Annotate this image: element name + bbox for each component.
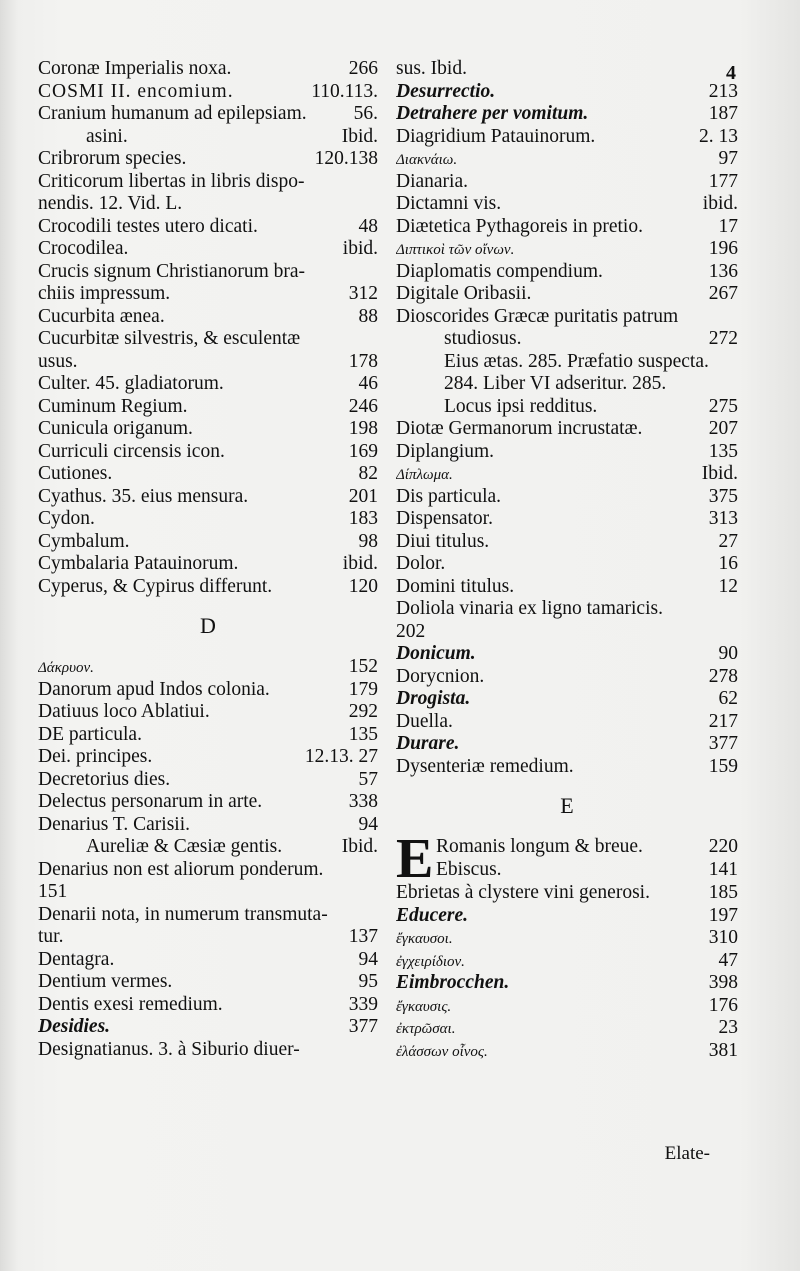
entry-page-ref: 313	[708, 508, 738, 529]
index-entry	[38, 701, 378, 724]
entry-page-ref: 94	[358, 813, 378, 835]
entry-page-ref: 381	[708, 1039, 738, 1061]
entry-term: Diaplomatis compendium.	[396, 260, 603, 282]
entry-page-ref: 135	[348, 723, 378, 745]
entry-page-ref: 377	[708, 733, 738, 754]
entry-page-ref: 136	[708, 260, 738, 282]
index-entry	[396, 598, 738, 621]
entry-page-ref: 57	[358, 768, 378, 790]
entry-page-ref: 398	[708, 972, 738, 993]
index-entry	[396, 81, 738, 104]
entry-term: Digitale Oribasii.	[396, 283, 532, 304]
entry-term: Drogista.	[396, 688, 471, 709]
entry-page-ref: Ibid.	[701, 463, 738, 484]
entry-term: Dysenteriæ remedium.	[396, 755, 574, 777]
entry-page-ref: Ibid.	[341, 836, 378, 857]
index-entry	[396, 103, 738, 126]
index-entry	[396, 171, 738, 194]
entry-term: chiis impressum.	[38, 283, 171, 304]
index-column-left	[38, 58, 378, 1061]
entry-term: Cutiones.	[38, 463, 113, 484]
entry-term: Diotæ Germanorum incrustatæ.	[396, 418, 643, 439]
index-entry	[38, 553, 378, 576]
entry-term: Cyperus, & Cypirus differunt.	[38, 575, 273, 597]
entry-page-ref: 187	[708, 103, 738, 124]
entry-page-ref: 201	[348, 485, 378, 507]
dropcap-entry-group	[396, 828, 738, 890]
index-entry	[396, 927, 738, 950]
entry-term: 151	[38, 881, 68, 902]
entry-page-ref: 141	[708, 858, 738, 880]
section-letter: E	[560, 793, 574, 818]
index-entry	[38, 1039, 378, 1062]
entry-term: ἐγχειρίδιον.	[396, 953, 465, 970]
index-entry	[396, 711, 738, 734]
entry-page-ref: 377	[348, 1016, 378, 1037]
entry-page-ref: 178	[348, 350, 378, 372]
entry-page-ref: 338	[348, 791, 378, 812]
index-entry	[38, 769, 378, 792]
index-entry	[38, 724, 378, 747]
entry-page-ref: 267	[708, 283, 738, 304]
index-entry	[396, 126, 738, 149]
entry-term: 284. Liber VI adseritur. 285.	[444, 373, 667, 394]
entry-term: Dictamni vis.	[396, 193, 502, 214]
entry-page-ref: 159	[708, 755, 738, 777]
entry-page-ref: 12.13. 27	[304, 746, 378, 767]
index-entry	[38, 148, 378, 171]
entry-page-ref: 137	[348, 926, 378, 947]
index-entry	[38, 486, 378, 509]
entry-term: ἐλάσσων οἶνος.	[396, 1043, 488, 1060]
entry-term: Denarii nota, in numerum transmuta-	[38, 903, 328, 925]
index-entry	[396, 688, 738, 711]
entry-page-ref: 179	[348, 678, 378, 700]
entry-term: Doliola vinaria ex ligno tamaricis.	[396, 598, 663, 619]
index-entry	[38, 396, 378, 419]
entry-term: nendis. 12. Vid. L.	[38, 193, 183, 214]
entry-term: Cribrorum species.	[38, 148, 187, 169]
index-entry	[38, 836, 378, 859]
index-entry	[396, 238, 738, 261]
entry-page-ref: 98	[358, 530, 378, 552]
index-entry	[396, 756, 738, 779]
entry-term: Aureliæ & Cæsiæ gentis.	[86, 836, 283, 857]
index-entry	[38, 103, 378, 126]
dropcap-rows	[436, 836, 738, 881]
entry-page-ref: 177	[708, 170, 738, 192]
entry-term: Cuminum Regium.	[38, 395, 188, 417]
index-entry	[396, 486, 738, 509]
index-entry	[396, 950, 738, 973]
entry-term: Δάκρυον.	[38, 660, 94, 676]
index-entry	[38, 814, 378, 837]
index-entry	[38, 791, 378, 814]
index-entry	[396, 508, 738, 531]
index-entry	[396, 261, 738, 284]
entry-term: Cymbalum.	[38, 530, 130, 552]
index-entry	[38, 328, 378, 351]
index-entry	[396, 328, 738, 351]
entry-term: COSMI II. encomium.	[38, 80, 234, 102]
entry-term: Coronæ Imperialis noxa.	[38, 58, 232, 79]
index-entry	[38, 171, 378, 194]
index-entry	[396, 905, 738, 928]
entry-term: Crucis signum Christianorum bra-	[38, 260, 306, 282]
index-entry	[38, 531, 378, 554]
entry-term: Διακνάιω.	[396, 152, 458, 168]
entry-term: Cucurbita ænea.	[38, 305, 165, 327]
entry-page-ref: 90	[718, 643, 738, 664]
index-entry	[38, 881, 378, 904]
entry-term: sus. Ibid.	[396, 58, 467, 79]
index-entry	[38, 351, 378, 374]
entry-page-ref: 375	[708, 485, 738, 507]
entry-term: Cunicula origanum.	[38, 418, 193, 439]
index-entry	[396, 733, 738, 756]
entry-page-ref: 266	[348, 58, 378, 79]
index-entry	[396, 441, 738, 464]
index-entry	[38, 81, 378, 104]
index-entry	[38, 58, 378, 81]
entry-term: Designatianus. 3. à Siburio diuer-	[38, 1038, 300, 1060]
index-entry	[38, 373, 378, 396]
entry-page-ref: 185	[708, 882, 738, 903]
drop-capital: E	[396, 828, 434, 890]
index-entry	[396, 58, 738, 81]
entry-page-ref: 196	[708, 238, 738, 259]
entry-term: ἔγκαυσοι.	[396, 931, 453, 947]
index-entry	[396, 1040, 738, 1063]
entry-term: Eius ætas. 285. Præfatio suspecta.	[444, 350, 709, 372]
entry-page-ref: Ibid.	[341, 125, 378, 147]
index-entry	[38, 994, 378, 1017]
index-entry	[38, 1016, 378, 1039]
entry-term: studiosus.	[444, 328, 522, 349]
entry-term: Dentis exesi remedium.	[38, 993, 223, 1015]
entry-term: Denarius T. Carisii.	[38, 813, 191, 835]
entry-page-ref: 110.113.	[311, 80, 378, 102]
index-entry	[38, 679, 378, 702]
index-entry	[38, 283, 378, 306]
entry-term: Cyathus. 35. eius mensura.	[38, 485, 249, 507]
index-entry	[396, 148, 738, 171]
entry-page-ref: 275	[708, 395, 738, 417]
index-entry	[396, 621, 738, 644]
index-entry	[396, 373, 738, 396]
entry-page-ref: 94	[358, 948, 378, 970]
entry-page-ref: 197	[708, 904, 738, 926]
section-letter: D	[200, 613, 216, 638]
entry-term: Curriculi circensis icon.	[38, 440, 225, 462]
index-entry	[396, 193, 738, 216]
index-entry	[38, 238, 378, 261]
index-entry	[38, 126, 378, 149]
index-entry	[396, 216, 738, 239]
entry-page-ref: 207	[708, 418, 738, 439]
entry-page-ref: 23	[718, 1017, 738, 1038]
index-entry	[396, 283, 738, 306]
entry-term: Δίπλωμα.	[396, 467, 453, 483]
index-entry	[396, 995, 738, 1018]
entry-term: ἔγκαυσις.	[396, 998, 452, 1015]
catchword: Elate-	[664, 1143, 710, 1164]
entry-term: Diagridium Patauinorum.	[396, 125, 596, 147]
entry-page-ref: 88	[358, 305, 378, 327]
index-entry	[38, 216, 378, 239]
page-number: 4	[726, 62, 736, 84]
index-entry	[396, 351, 738, 374]
entry-term: Educere.	[396, 904, 469, 926]
entry-term: Duella.	[396, 710, 453, 732]
entry-term: Dispensator.	[396, 508, 493, 529]
entry-page-ref: 120.138	[314, 148, 378, 169]
entry-term: Ebrietas à clystere vini generosi.	[396, 882, 650, 903]
entry-term: Decretorius dies.	[38, 768, 171, 790]
index-entry	[38, 193, 378, 216]
entry-page-ref: 198	[348, 418, 378, 439]
index-entry	[38, 904, 378, 927]
index-entry	[38, 859, 378, 882]
entry-page-ref: 46	[358, 373, 378, 394]
entry-term: Cydon.	[38, 508, 95, 529]
entry-page-ref: 220	[708, 836, 738, 857]
entry-page-ref: 176	[708, 994, 738, 1016]
entry-page-ref: 97	[718, 148, 738, 169]
index-entry	[436, 859, 738, 882]
index-entry	[396, 882, 738, 905]
entry-term: Eimbrocchen.	[396, 972, 510, 993]
entry-term: Donicum.	[396, 643, 476, 664]
entry-term: Dentagra.	[38, 948, 115, 970]
entry-page-ref: 2. 13	[699, 125, 738, 147]
entry-term: Durare.	[396, 733, 460, 754]
entry-term: Dolor.	[396, 553, 446, 574]
entry-term: Cymbalaria Patauinorum.	[38, 553, 239, 574]
entry-term: Romanis longum & breue.	[436, 836, 643, 857]
index-column-right	[396, 58, 738, 1062]
entry-term: Domini titulus.	[396, 575, 515, 597]
entry-term: Dioscorides Græcæ puritatis patrum	[396, 305, 679, 327]
entry-page-ref: 27	[718, 530, 738, 552]
entry-term: Διπτικοὶ τῶν οἴνων.	[396, 242, 515, 258]
entry-page-ref: 272	[708, 328, 738, 349]
entry-page-ref: 62	[718, 688, 738, 709]
entry-term: Dis particula.	[396, 485, 502, 507]
entry-term: Culter. 45. gladiatorum.	[38, 373, 224, 394]
entry-page-ref: 152	[348, 656, 378, 677]
entry-term: Cucurbitæ silvestris, & esculentæ	[38, 328, 301, 349]
index-entry	[38, 463, 378, 486]
entry-page-ref: 339	[348, 993, 378, 1015]
index-entry	[396, 396, 738, 419]
index-entry	[38, 656, 378, 679]
entry-page-ref: 120	[348, 575, 378, 597]
index-entry	[38, 306, 378, 329]
entry-page-ref: ibid.	[342, 553, 378, 574]
index-entry	[396, 972, 738, 995]
entry-term: Diætetica Pythagoreis in pretio.	[396, 215, 643, 237]
entry-term: Datiuus loco Ablatiui.	[38, 701, 210, 722]
entry-page-ref: 292	[348, 701, 378, 722]
entry-term: Dianaria.	[396, 170, 469, 192]
index-entry	[396, 418, 738, 441]
entry-term: Desidies.	[38, 1016, 111, 1037]
entry-page-ref: 183	[348, 508, 378, 529]
index-entry	[396, 643, 738, 666]
entry-term: ἐκτρῶσαι.	[396, 1021, 456, 1037]
entry-term: Desurrectio.	[396, 80, 496, 102]
entry-page-ref: 135	[708, 440, 738, 462]
index-entry	[38, 441, 378, 464]
entry-term: Dentium vermes.	[38, 971, 173, 992]
entry-page-ref: 16	[718, 553, 738, 574]
index-entry	[396, 576, 738, 599]
entry-term: Dorycnion.	[396, 665, 485, 687]
index-entry	[38, 926, 378, 949]
index-entry	[38, 746, 378, 769]
entry-term: Danorum apud Indos colonia.	[38, 678, 270, 700]
index-entry	[38, 508, 378, 531]
entry-page-ref: 310	[708, 927, 738, 948]
entry-term: Locus ipsi redditus.	[444, 395, 598, 417]
entry-page-ref: 56.	[353, 103, 378, 124]
index-entry	[38, 971, 378, 994]
entry-term: Detrahere per vomitum.	[396, 103, 589, 124]
entry-page-ref: 12	[718, 575, 738, 597]
index-entry	[396, 306, 738, 329]
index-entry	[38, 418, 378, 441]
entry-page-ref: 47	[718, 949, 738, 971]
index-entry	[38, 949, 378, 972]
entry-term: Criticorum libertas in libris dispo-	[38, 170, 305, 192]
index-entry	[396, 463, 738, 486]
entry-page-ref: 246	[348, 395, 378, 417]
index-entry	[396, 666, 738, 689]
entry-page-ref: 82	[358, 463, 378, 484]
entry-page-ref: 217	[708, 710, 738, 732]
entry-term: DE particula.	[38, 723, 142, 745]
entry-term: Diplangium.	[396, 440, 495, 462]
entry-term: Cranium humanum ad epilepsiam.	[38, 103, 307, 124]
entry-page-ref: 95	[358, 971, 378, 992]
index-entry	[396, 531, 738, 554]
entry-term: 202	[396, 620, 426, 642]
entry-term: usus.	[38, 350, 78, 372]
entry-term: Dei. principes.	[38, 746, 153, 767]
entry-page-ref: ibid.	[702, 193, 738, 214]
index-entry	[38, 576, 378, 599]
entry-page-ref: 312	[348, 283, 378, 304]
index-entry	[38, 261, 378, 284]
entry-term: Diui titulus.	[396, 530, 490, 552]
entry-term: Denarius non est aliorum ponderum.	[38, 858, 324, 880]
entry-page-ref: 278	[708, 665, 738, 687]
entry-term: Ebiscus.	[436, 858, 502, 880]
entry-page-ref: 169	[348, 440, 378, 462]
entry-term: Crocodili testes utero dicati.	[38, 215, 258, 237]
entry-term: Crocodilea.	[38, 238, 129, 259]
index-entry	[436, 836, 738, 859]
entry-page-ref: 213	[708, 80, 738, 102]
index-entry	[396, 553, 738, 576]
entry-term: Delectus personarum in arte.	[38, 791, 263, 812]
entry-term: tur.	[38, 926, 64, 947]
entry-page-ref: 48	[358, 215, 378, 237]
entry-page-ref: 17	[718, 215, 738, 237]
entry-term: asini.	[86, 125, 128, 147]
index-entry	[396, 1017, 738, 1040]
entry-page-ref: ibid.	[342, 238, 378, 259]
